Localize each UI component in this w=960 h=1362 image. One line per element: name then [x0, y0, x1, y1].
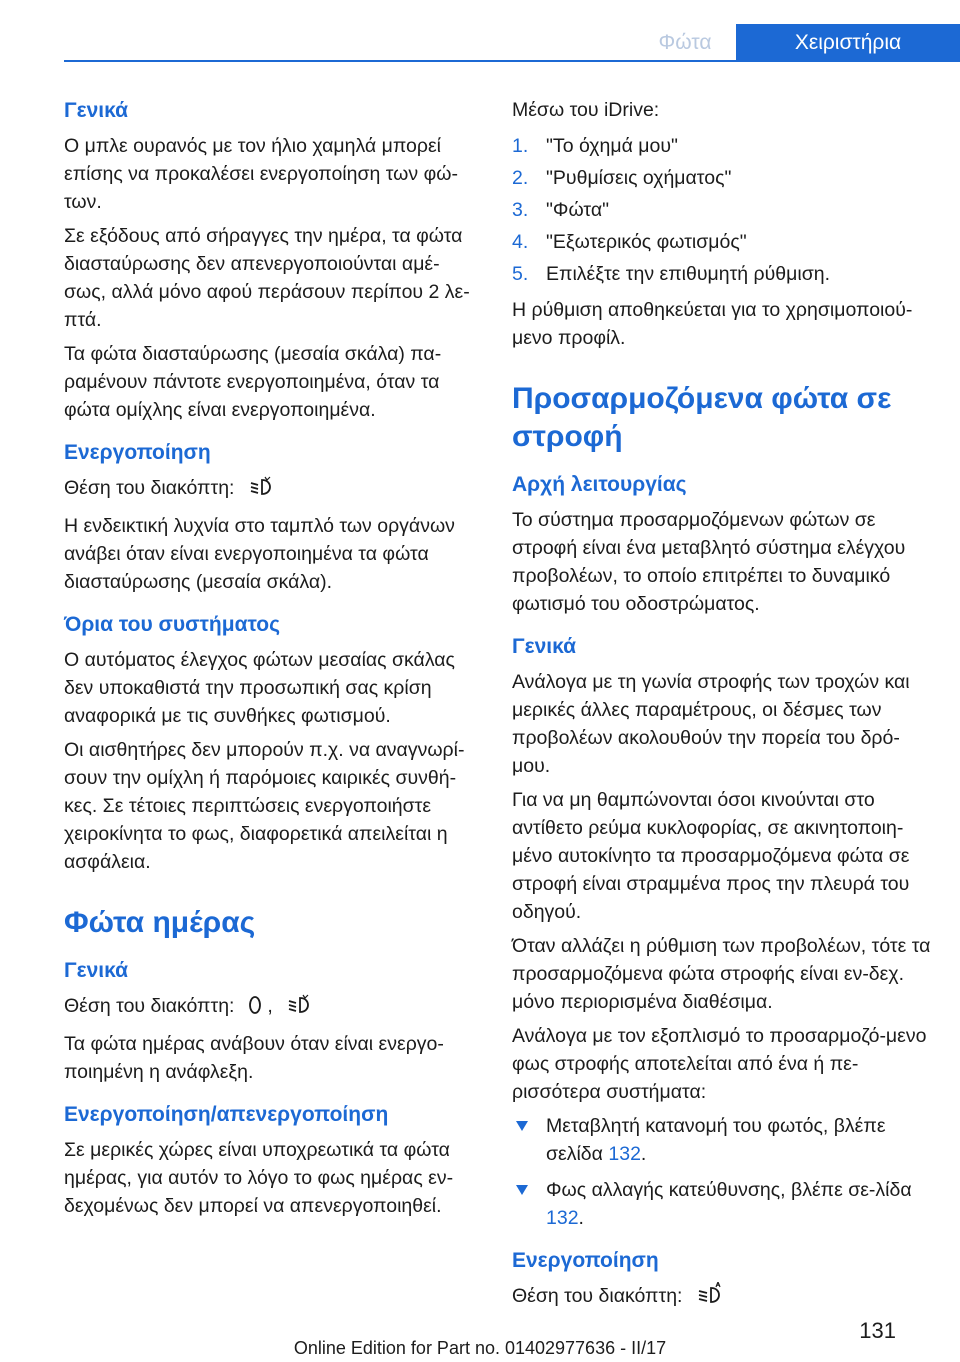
list-item	[512, 258, 932, 290]
step-text: "Φώτα"	[546, 199, 610, 221]
switch-position-line	[512, 1282, 932, 1314]
list-item	[512, 162, 932, 194]
step-number: 4.	[512, 231, 529, 253]
page-link[interactable]: 132	[546, 1207, 579, 1229]
paragraph: Ανάλογα με τη γωνία στροφής των τροχών και μερικές άλλες παραμέτρους, οι δέσμες των προβολέων ακολουθούν την πορεία του δρό-μου.	[512, 671, 910, 777]
heading-general: Γενικά	[512, 635, 577, 658]
period: .	[640, 1143, 647, 1165]
period: .	[578, 1207, 584, 1229]
reference-text: Φως αλλαγής κατεύθυνσης, βλέπε σε-λίδα	[546, 1179, 912, 1201]
page-link[interactable]: 132	[608, 1143, 641, 1165]
switch-position-line	[64, 992, 480, 1024]
paragraph: Τα φώτα ημέρας ανάβουν όταν είναι ενεργο-ποιημένη η ανάφλεξη.	[64, 1033, 444, 1083]
paragraph: Όταν αλλάζει η ρύθμιση των προβολέων, τότε τα προσαρμοζόμενα φώτα στροφής είναι εν-δεχ. μόνο περιορισμένα διαθέσιμα.	[512, 935, 931, 1013]
switch-position-label: Θέση του διακόπτη:	[512, 1285, 683, 1307]
switch-position-label: Θέση του διακόπτη:	[64, 477, 235, 499]
paragraph: Το σύστημα προσαρμοζόμενων φώτων σε στροφή είναι ένα μεταβλητό σύστημα ελέγχου προβολέων, το οποίο επιτρέπει το δυναμικό φωτισμό του οδοστρώματος.	[512, 509, 906, 615]
paragraph: Για να μη θαμπώνονται όσοι κινούνται στο αντίθετο ρεύμα κυκλοφορίας, σε ακινητοποιη-μένο αυτοκίνητο τα προσαρμοζόμενα φώτα σε στροφή είναι στραμμένα προς την πλευρά του οδηγού.	[512, 789, 910, 923]
paragraph: Τα φώτα διασταύρωσης (μεσαία σκάλα) πα-ραμένουν πάντοτε ενεργοποιημένα, όταν τα φώτα ομίχλης είναι ενεργοποιημένα.	[64, 343, 442, 421]
step-text: "Εξωτερικός φωτισμός"	[546, 231, 747, 253]
heading-activation: Ενεργοποίηση	[512, 1249, 659, 1272]
reference-list	[512, 1112, 932, 1232]
heading-daytime-lights: Φώτα ημέρας	[64, 906, 256, 939]
step-number: 3.	[512, 199, 529, 221]
heading-adaptive-curve-lights: Προσαρμοζόμενα φώτα σε στροφή	[512, 382, 892, 453]
switch-position-label: Θέση του διακόπτη:	[64, 995, 235, 1017]
step-number: 5.	[512, 263, 529, 285]
heading-principle: Αρχή λειτουργίας	[512, 473, 687, 496]
paragraph: Οι αισθητήρες δεν μπορούν π.χ. να αναγνωρί-σουν την ομίχλη ή παρόμοιες καιρικές συνθή-κες. Σε τέτοιες περιπτώσεις ενεργοποιήστε χειροκίνητα το φως, διαφορετικά απειλείται η ασφάλεια.	[64, 739, 465, 873]
idrive-intro: Μέσω του iDrive:	[512, 99, 660, 121]
list-item	[512, 194, 932, 226]
step-text: Επιλέξτε την επιθυμητή ρύθμιση.	[546, 263, 830, 285]
reference-text: Μεταβλητή κατανομή του φωτός, βλέπε σελίδα	[546, 1115, 886, 1165]
paragraph: Σε εξόδους από σήραγγες την ημέρα, τα φώτα διασταύρωσης δεν απενεργοποιούνται αμέ-σως, αλλά μόνο αφού περάσουν περίπου 2 λε-πτά.	[64, 225, 470, 331]
paragraph: Η ρύθμιση αποθηκεύεται για το χρησιμοποιού-μενο προφίλ.	[512, 299, 913, 349]
paragraph: Ο μπλε ουρανός με τον ήλιο χαμηλά μπορεί επίσης να προκαλέσει ενεργοποίηση των φώ-των.	[64, 135, 458, 213]
paragraph: Σε μερικές χώρες είναι υποχρεωτικά τα φώτα ημέρας, για αυτόν το λόγο το φως ημέρας εν-δεχομένως δεν μπορεί να απενεργοποιηθεί.	[64, 1139, 454, 1217]
low-beam-auto-icon	[248, 476, 274, 506]
header-rule	[64, 60, 960, 62]
heading-general: Γενικά	[64, 99, 129, 122]
tab-photos[interactable]: Φώτα	[658, 31, 712, 54]
tab-controls[interactable]: Χειριστήρια	[736, 24, 960, 62]
paragraph: Η ενδεικτική λυχνία στο ταμπλό των οργάνων ανάβει όταν είναι ενεργοποιημένα τα φώτα διασταύρωσης (μεσαία σκάλα).	[64, 515, 455, 593]
list-item	[512, 130, 932, 162]
paragraph: Ο αυτόματος έλεγχος φώτων μεσαίας σκάλας δεν υποκαθιστά την προσωπική σας κρίση αναφορικά με τις συνθήκες φωτισμού.	[64, 649, 455, 727]
triangle-bullet-icon	[516, 1121, 528, 1131]
list-item	[512, 1112, 932, 1168]
step-text: "Ρυθμίσεις οχήματος"	[546, 167, 732, 189]
heading-activation: Ενεργοποίηση	[64, 441, 211, 464]
switch-position-line	[64, 474, 480, 506]
triangle-bullet-icon	[516, 1185, 528, 1195]
heading-system-limits: Όρια του συστήματος	[64, 613, 281, 636]
step-number: 2.	[512, 167, 529, 189]
list-item	[512, 1176, 932, 1232]
step-number: 1.	[512, 135, 529, 157]
paragraph: Ανάλογα με τον εξοπλισμό το προσαρμοζό-μενο φως στροφής αποτελείται από ένα ή πε-ρισσότερα συστήματα:	[512, 1025, 927, 1103]
page-number: 131	[859, 1318, 896, 1343]
automatic-headlight-icon	[696, 1282, 724, 1314]
footer-edition: Online Edition for Part no. 01402977636 - II/17	[293, 1338, 667, 1358]
idrive-steps	[512, 130, 932, 290]
separator-comma: ,	[267, 995, 273, 1017]
heading-general: Γενικά	[64, 959, 129, 982]
right-column	[512, 96, 932, 1320]
low-beam-auto-icon	[286, 994, 312, 1024]
switch-off-icon	[248, 994, 262, 1024]
step-text: "Το όχημά μου"	[546, 135, 678, 157]
left-column	[64, 96, 480, 1226]
list-item	[512, 226, 932, 258]
heading-activation-deactivation: Ενεργοποίηση/απενεργοποίηση	[64, 1103, 389, 1126]
